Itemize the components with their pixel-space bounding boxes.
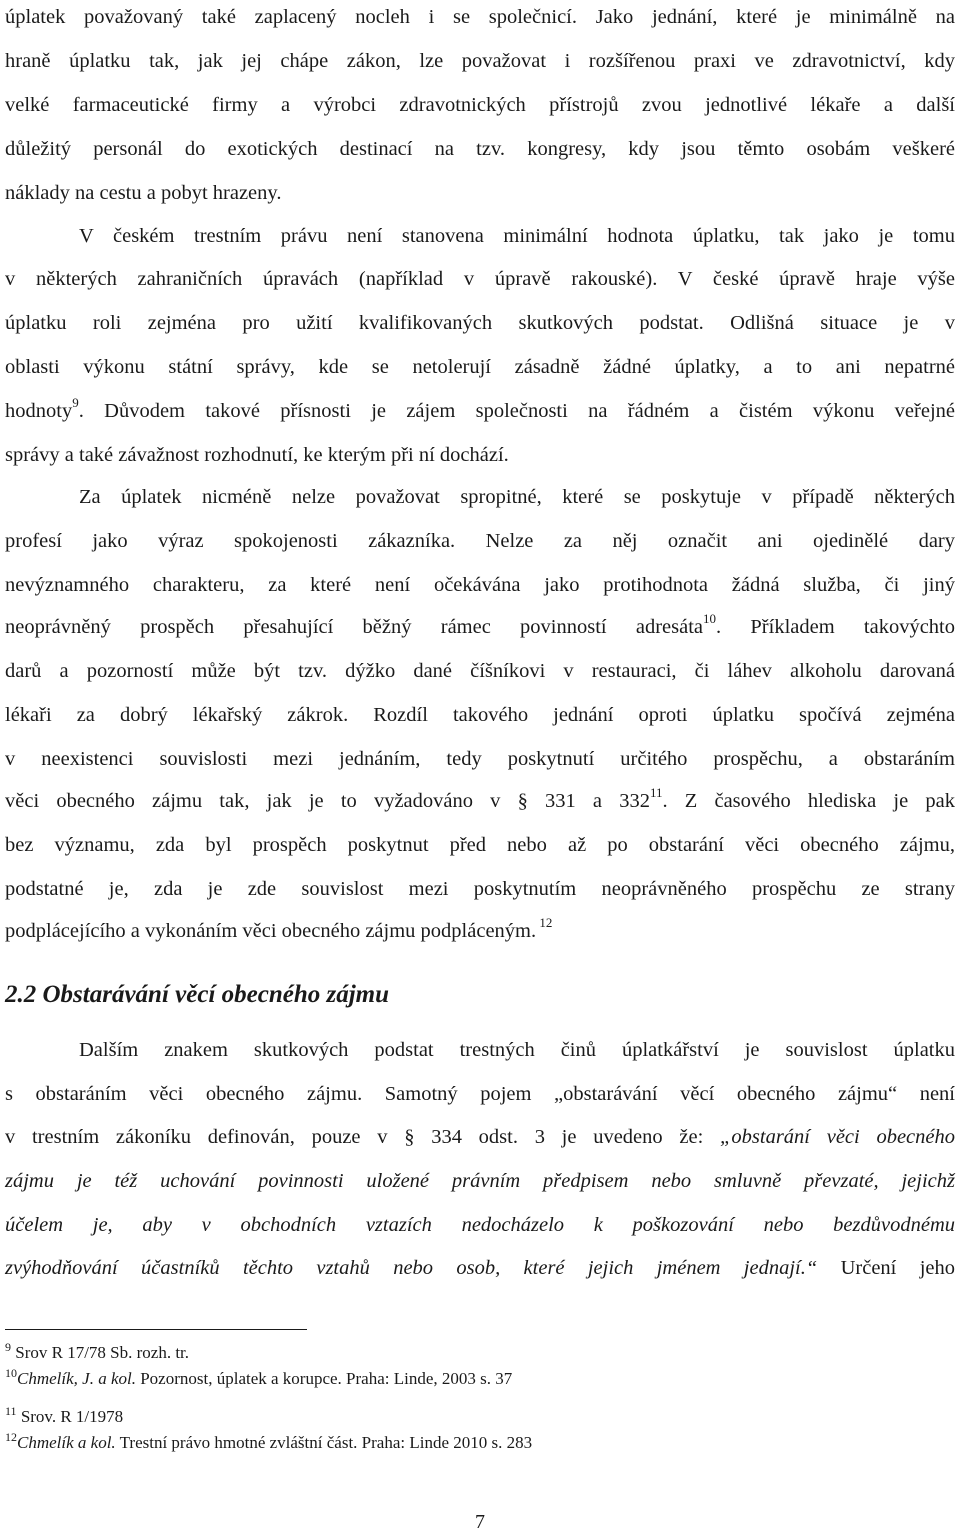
section-heading: 2.2 Obstarávání věcí obecného zájmu [5,981,390,1008]
paragraph-line: s obstaráním věci obecného zájmu. Samotný pojem „obstarávání věcí obecného zájmu“ není [5,1083,955,1105]
paragraph-line: darů a pozorností může být tzv. dýžko dané číšníkovi v restauraci, či láhev alkoholu darovaná [5,660,955,682]
paragraph-line [5,1253,955,1283]
footnote-separator [5,1329,307,1330]
paragraph-line: úplatek považovaný také zaplacený nocleh i se společnicí. Jako jednání, které je minimálně na [5,6,955,28]
paragraph-line: důležitý personál do exotických destinací na tzv. kongresy, kdy jsou těmto osobám veškeré [5,138,955,160]
paragraph-line [5,396,955,426]
paragraph-line [5,916,955,946]
paragraph-line: V českém trestním právu není stanovena minimální hodnota úplatku, tak jako je tomu [79,225,955,247]
footnote-text: Trestní právo hmotné zvláštní část. Praha: Linde 2010 s. 283 [115,1433,533,1452]
footnote [5,1368,512,1390]
footnote-number: 11 [5,1404,17,1418]
paragraph-line: hraně úplatku tak, jak jej chápe zákon, lze považovat i rozšířenou praxi ve zdravotnictví, kdy [5,50,955,72]
quoted-text: zvýhodňování účastníků těchto vztahů nebo osob, které jejich jménem jednají.“ [5,1257,818,1279]
footnote-reference[interactable]: 9 [72,395,79,410]
line-text: podplácejícího a vykonáním věci obecného zájmu podpláceným. [5,920,537,942]
footnote-reference[interactable]: 11 [649,785,663,800]
line-text: věci obecného zájmu tak, jak je to vyžadováno v § 331 a 332 [5,790,650,812]
paragraph-line: v některých zahraničních úpravách (například v úpravě rakouské). V české úpravě hraje výše [5,268,955,290]
footnote-number: 10 [5,1366,17,1380]
footnote [5,1406,123,1428]
paragraph-line: v neexistenci souvislosti mezi jednáním, tedy poskytnutí určitého prospěchu, a obstaráním [5,748,955,770]
paragraph-line: Za úplatek nicméně nelze považovat spropitné, které se poskytuje v případě některých [79,486,955,508]
footnote [5,1432,532,1454]
paragraph-line: podstatné je, zda je zde souvislost mezi poskytnutím neoprávněného prospěchu ze strany [5,878,955,900]
line-text: neoprávněný prospěch přesahující běžný rámec povinností adresáta [5,616,704,638]
paragraph-line: nevýznamného charakteru, za které není očekávána jako protihodnota žádná služba, či jiný [5,574,955,596]
quoted-text: „obstarání věci obecného [720,1126,955,1148]
footnote-author: Chmelík a kol. [17,1433,116,1452]
paragraph-line [5,1166,955,1196]
page-number: 7 [475,1511,485,1533]
paragraph-line: náklady na cestu a pobyt hrazeny. [5,182,282,204]
paragraph-line: oblasti výkonu státní správy, kde se netolerují zásadně žádné úplatky, a to ani nepatrné [5,356,955,378]
line-text: hodnoty [5,400,73,422]
footnote-text: Srov R 17/78 Sb. rozh. tr. [11,1343,190,1362]
paragraph-line: velké farmaceutické firmy a výrobci zdravotnických přístrojů zvou jednotlivé lékaře a další [5,94,955,116]
paragraph-line [5,786,955,816]
footnote [5,1342,189,1364]
line-text: Určení jeho [817,1257,955,1279]
footnote-author: Chmelík, J. a kol. [17,1369,136,1388]
paragraph-line: úplatku roli zejména pro užití kvalifikovaných skutkových podstat. Odlišná situace je v [5,312,955,334]
paragraph-line: lékaři za dobrý lékařský zákrok. Rozdíl takového jednání oproti úplatku spočívá zejména [5,704,955,726]
footnote-reference[interactable]: 12 [536,915,553,930]
paragraph-line: správy a také závažnost rozhodnutí, ke kterým při ní dochází. [5,444,509,466]
footnote-reference[interactable]: 10 [703,611,717,626]
line-text: . Příkladem takovýchto [716,616,955,638]
line-text: . Důvodem takové přísnosti je zájem společnosti na řádném a čistém výkonu veřejné [78,400,955,422]
quoted-text: účelem je, aby v obchodních vztazích nedocházelo k poškozování nebo bezdůvodnému [5,1214,955,1236]
footnote-number: 9 [5,1340,11,1354]
quoted-text: zájmu je též uchování povinnosti uložené právním předpisem nebo smluvně převzaté, jejichž [5,1170,955,1192]
paragraph-line [5,1210,955,1240]
paragraph-line [5,1122,955,1152]
paragraph-line: Dalším znakem skutkových podstat trestných činů úplatkářství je souvislost úplatku [79,1039,955,1061]
line-text: . Z časového hlediska je pak [662,790,955,812]
line-text: v trestním zákoníku definován, pouze v § 334 odst. 3 je uvedeno že: [5,1126,720,1148]
paragraph-line [5,612,955,642]
paragraph-line: profesí jako výraz spokojenosti zákazníka. Nelze za něj označit ani ojedinělé dary [5,530,955,552]
footnote-text: Pozornost, úplatek a korupce. Praha: Linde, 2003 s. 37 [135,1369,513,1388]
footnote-text: Srov. R 1/1978 [16,1407,124,1426]
paragraph-line: bez významu, zda byl prospěch poskytnut před nebo až po obstarání věci obecného zájmu, [5,834,955,856]
footnote-number: 12 [5,1430,17,1444]
